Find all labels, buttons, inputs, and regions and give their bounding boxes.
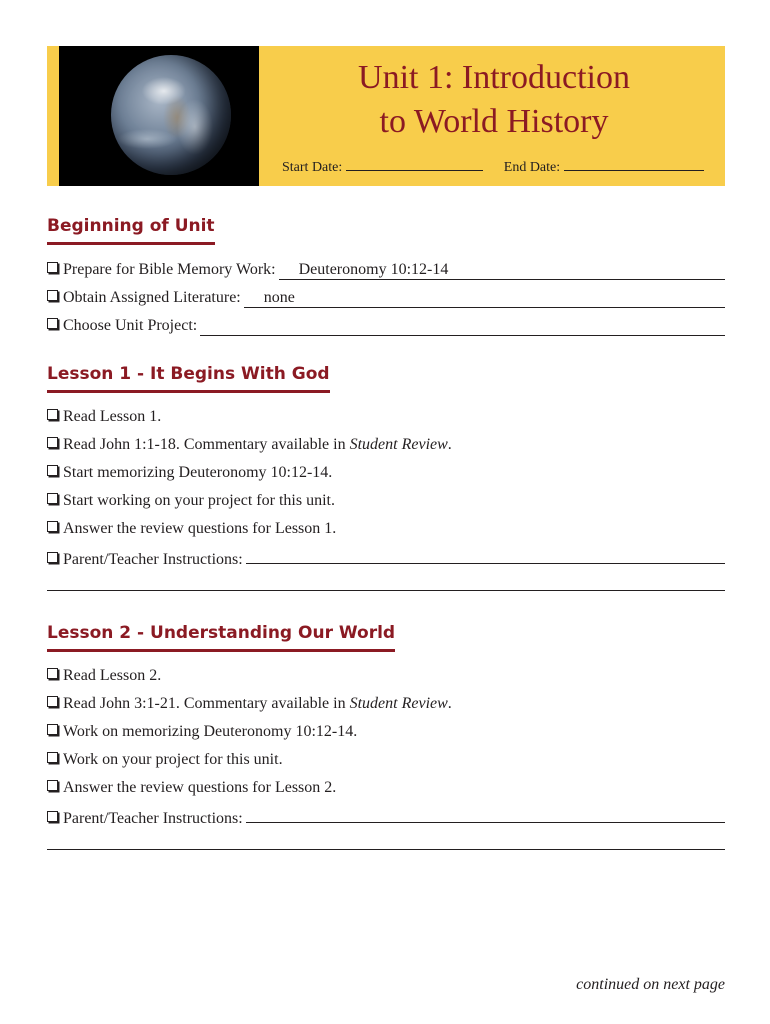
- start-date-field[interactable]: [346, 158, 483, 171]
- item-text: Work on your project for this unit.: [63, 751, 283, 768]
- end-date-label: End Date:: [503, 160, 561, 175]
- item-text: Work on memorizing Deuteronomy 10:12-14.: [63, 723, 358, 740]
- item-label: Prepare for Bible Memory Work:: [63, 261, 276, 278]
- instructions-line[interactable]: [47, 590, 725, 591]
- list-item: [47, 312, 725, 340]
- checkbox-icon[interactable]: [47, 465, 58, 476]
- list-item: [47, 802, 725, 830]
- instructions-line[interactable]: [47, 849, 725, 850]
- checkbox-icon[interactable]: [47, 780, 58, 791]
- unit-title: [279, 56, 709, 144]
- list-item: [47, 284, 725, 312]
- list-item: [47, 718, 725, 746]
- list-item: [47, 515, 725, 543]
- instructions-label: Parent/Teacher Instructions:: [63, 551, 243, 568]
- lesson1-list: [47, 403, 725, 571]
- item-text: Answer the review questions for Lesson 1.: [63, 520, 337, 537]
- checkbox-icon[interactable]: [47, 262, 58, 273]
- lesson2-list: [47, 662, 725, 830]
- item-text-end: .: [447, 436, 452, 453]
- beginning-heading: Beginning of Unit: [47, 216, 215, 245]
- checkbox-icon[interactable]: [47, 752, 58, 763]
- title-line-2: to World History: [379, 103, 609, 140]
- item-text: Read John 3:1-21. Commentary available in: [63, 695, 350, 712]
- literature-field[interactable]: none: [244, 287, 725, 308]
- list-item: [47, 662, 725, 690]
- checkbox-icon[interactable]: [47, 521, 58, 532]
- lesson2-heading: Lesson 2 - Understanding Our World: [47, 623, 395, 652]
- project-field[interactable]: [200, 315, 725, 336]
- title-line-1: Unit 1: Introduction: [358, 59, 630, 96]
- item-text: Read Lesson 1.: [63, 408, 162, 425]
- earth-image: [59, 46, 259, 186]
- list-item: [47, 403, 725, 431]
- globe-icon: [111, 55, 231, 175]
- list-item: [47, 543, 725, 571]
- list-item: [47, 256, 725, 284]
- item-text-end: .: [447, 695, 452, 712]
- checkbox-icon[interactable]: [47, 290, 58, 301]
- item-label: Obtain Assigned Literature:: [63, 289, 241, 306]
- item-text: Start working on your project for this unit.: [63, 492, 335, 509]
- item-text: Read John 1:1-18. Commentary available in: [63, 436, 350, 453]
- memory-work-field[interactable]: Deuteronomy 10:12-14: [279, 259, 725, 280]
- list-item: [47, 690, 725, 718]
- date-row: [282, 158, 704, 176]
- continued-note: continued on next page: [576, 976, 725, 993]
- item-label: Choose Unit Project:: [63, 317, 198, 334]
- checkbox-icon[interactable]: [47, 811, 58, 822]
- book-title: Student Review: [349, 695, 448, 712]
- checkbox-icon[interactable]: [47, 493, 58, 504]
- checkbox-icon[interactable]: [47, 724, 58, 735]
- book-title: Student Review: [349, 436, 448, 453]
- list-item: [47, 459, 725, 487]
- beginning-list: [47, 256, 725, 340]
- checkbox-icon[interactable]: [47, 668, 58, 679]
- list-item: [47, 487, 725, 515]
- checkbox-icon[interactable]: [47, 318, 58, 329]
- list-item: [47, 746, 725, 774]
- checkbox-icon[interactable]: [47, 437, 58, 448]
- checkbox-icon[interactable]: [47, 409, 58, 420]
- item-text: Read Lesson 2.: [63, 667, 162, 684]
- checkbox-icon[interactable]: [47, 696, 58, 707]
- list-item: [47, 774, 725, 802]
- list-item: [47, 431, 725, 459]
- instructions-field[interactable]: [246, 543, 725, 564]
- end-date-field[interactable]: [564, 158, 704, 171]
- instructions-label: Parent/Teacher Instructions:: [63, 810, 243, 827]
- item-text: Answer the review questions for Lesson 2.: [63, 779, 337, 796]
- unit-header: [47, 46, 725, 186]
- checkbox-icon[interactable]: [47, 552, 58, 563]
- start-date-label: Start Date:: [282, 160, 343, 175]
- lesson1-heading: Lesson 1 - It Begins With God: [47, 364, 330, 393]
- instructions-field[interactable]: [246, 802, 725, 823]
- item-text: Start memorizing Deuteronomy 10:12-14.: [63, 464, 333, 481]
